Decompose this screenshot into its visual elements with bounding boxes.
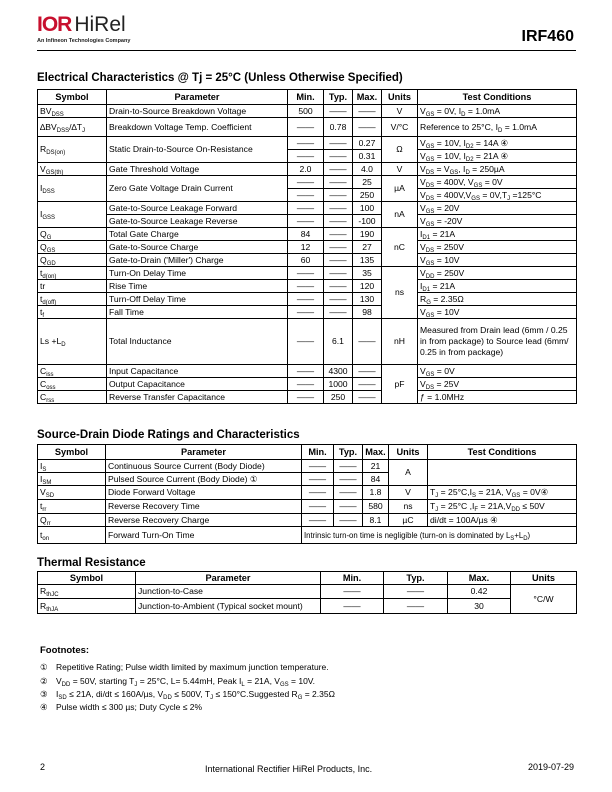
param-cell: Fall Time bbox=[107, 306, 288, 319]
symbol-cell: $V_{SD}$ bbox=[38, 486, 106, 500]
footnote-3: ③ $I_{SD} \le 21A$, di/dt ≤ 160A/µs, $V_{DD} \le 500V$, $T_J$ ≤ 150°C.Suggested $R_G = 2.35\Omega$ bbox=[40, 689, 335, 701]
max-cell: 4.0 bbox=[353, 163, 382, 176]
max-cell: 21 bbox=[363, 460, 389, 473]
cond-cell: $V_{GS} = -20V$ bbox=[418, 215, 577, 228]
col-typ: Typ. bbox=[324, 90, 353, 105]
symbol-cell: $t_f$ bbox=[38, 306, 107, 319]
table-row bbox=[38, 202, 577, 215]
max-cell: 190 bbox=[353, 228, 382, 241]
cond-cell: $I_{D1} = 21A$ bbox=[418, 228, 577, 241]
cond-cell: $V_{DS} = 400V,V_{GS} = 0V,T_J =125^\circ C$ bbox=[418, 189, 577, 202]
typ-cell: 0.78 bbox=[324, 118, 353, 137]
max-cell: —— bbox=[353, 365, 382, 378]
max-cell: 30 bbox=[448, 599, 511, 614]
table-row bbox=[38, 163, 577, 176]
min-cell: —— bbox=[288, 267, 324, 280]
symbol-cell: $R_{thJA}$ bbox=[38, 599, 136, 614]
min-cell: —— bbox=[321, 585, 384, 599]
symbol-cell: $t_{d(off)}$ bbox=[38, 293, 107, 306]
table-row bbox=[38, 527, 577, 544]
cond-cell: $V_{DS} = 250V$ bbox=[418, 241, 577, 254]
max-cell: 135 bbox=[353, 254, 382, 267]
cond-cell: Reference to 25°C, $I_D = 1.0mA$ bbox=[418, 118, 577, 137]
footnote-1: ① Repetitive Rating; Pulse width limited by maximum junction temperature. bbox=[40, 662, 329, 672]
typ-cell: —— bbox=[324, 150, 353, 163]
footnotes-title: Footnotes: bbox=[40, 645, 90, 656]
table-row bbox=[38, 176, 577, 189]
cond-cell: $V_{DS} = 25V$ bbox=[418, 378, 577, 391]
cond-cell: $V_{GS} = 20V$ bbox=[418, 202, 577, 215]
unit-cell: ns bbox=[389, 500, 428, 514]
typ-cell: —— bbox=[334, 514, 363, 527]
cond-cell: Measured from Drain lead (6mm / 0.25 in from package) to Source lead (6mm/ 0.25 in from package) bbox=[418, 319, 577, 365]
page-number: 2 bbox=[40, 762, 46, 772]
param-cell: Static Drain-to-Source On-Resistance bbox=[107, 137, 288, 163]
table-header-row bbox=[38, 90, 577, 105]
footnote-2: ② $V_{DD} = 50V$, starting $T_J = 25^\circ C$, L= 5.44mH, Peak $I_L = 21A$, $V_{GS} = 10V$. bbox=[40, 676, 316, 688]
symbol-cell: $Q_{GD}$ bbox=[38, 254, 107, 267]
min-cell: 12 bbox=[288, 241, 324, 254]
unit-cell: °C/W bbox=[511, 585, 577, 614]
param-cell: Junction-to-Ambient (Typical socket mount) bbox=[136, 599, 321, 614]
max-cell: 0.27 bbox=[353, 137, 382, 150]
unit-cell: pF bbox=[382, 365, 418, 404]
unit-cell: nC bbox=[382, 228, 418, 267]
col-parameter: Parameter bbox=[136, 572, 321, 585]
symbol-cell: $Q_G$ bbox=[38, 228, 107, 241]
param-cell: Reverse Transfer Capacitance bbox=[107, 391, 288, 404]
col-max: Max. bbox=[353, 90, 382, 105]
table-row bbox=[38, 378, 577, 391]
unit-cell: Ω bbox=[382, 137, 418, 163]
table-header-row bbox=[38, 445, 577, 460]
param-cell: Pulsed Source Current (Body Diode) ① bbox=[106, 473, 302, 486]
typ-cell: —— bbox=[384, 599, 448, 614]
symbol-cell: $Ls +L_D$ bbox=[38, 319, 107, 365]
typ-cell: —— bbox=[324, 163, 353, 176]
company-logo bbox=[37, 14, 126, 36]
table-row bbox=[38, 365, 577, 378]
min-cell: —— bbox=[321, 599, 384, 614]
min-cell: 500 bbox=[288, 105, 324, 118]
footer-date: 2019-07-29 bbox=[527, 762, 574, 772]
typ-cell: —— bbox=[324, 176, 353, 189]
typ-cell: 4300 bbox=[324, 365, 353, 378]
typ-cell: —— bbox=[324, 189, 353, 202]
typ-cell: —— bbox=[384, 585, 448, 599]
symbol-cell: $I_{DSS}$ bbox=[38, 176, 107, 202]
max-cell: 25 bbox=[353, 176, 382, 189]
min-cell: —— bbox=[288, 202, 324, 215]
typ-cell: —— bbox=[334, 500, 363, 514]
param-cell: Total Inductance bbox=[107, 319, 288, 365]
symbol-cell: $I_{GSS}$ bbox=[38, 202, 107, 228]
min-cell: —— bbox=[302, 514, 334, 527]
typ-cell: —— bbox=[324, 202, 353, 215]
cond-cell: $V_{GS} = 0V$ bbox=[418, 365, 577, 378]
table-row bbox=[38, 254, 577, 267]
max-cell: 84 bbox=[363, 473, 389, 486]
max-cell: -100 bbox=[353, 215, 382, 228]
cond-cell: $V_{GS} = 10V$ bbox=[418, 306, 577, 319]
symbol-cell: $C_{rss}$ bbox=[38, 391, 107, 404]
param-cell: Gate-to-Source Leakage Forward bbox=[107, 202, 288, 215]
col-symbol: Symbol bbox=[38, 572, 136, 585]
cond-cell bbox=[428, 460, 577, 486]
min-cell: —— bbox=[288, 189, 324, 202]
col-max: Max. bbox=[363, 445, 389, 460]
col-min: Min. bbox=[288, 90, 324, 105]
typ-cell: —— bbox=[324, 267, 353, 280]
header-divider bbox=[37, 50, 576, 51]
typ-cell: —— bbox=[324, 280, 353, 293]
table-row bbox=[38, 599, 577, 614]
typ-cell: —— bbox=[324, 137, 353, 150]
typ-cell: 6.1 bbox=[324, 319, 353, 365]
col-units: Units bbox=[511, 572, 577, 585]
footer-company: International Rectifier HiRel Products, Inc. bbox=[205, 764, 373, 774]
unit-cell: µA bbox=[382, 176, 418, 202]
diode-table bbox=[37, 444, 577, 544]
max-cell: 250 bbox=[353, 189, 382, 202]
table-row bbox=[38, 391, 577, 404]
param-cell: Continuous Source Current (Body Diode) bbox=[106, 460, 302, 473]
max-cell: 0.42 bbox=[448, 585, 511, 599]
typ-cell: 250 bbox=[324, 391, 353, 404]
max-cell: 35 bbox=[353, 267, 382, 280]
min-cell: —— bbox=[302, 486, 334, 500]
table-header-row bbox=[38, 572, 577, 585]
symbol-cell: $Q_{GS}$ bbox=[38, 241, 107, 254]
electrical-title: Electrical Characteristics @ Tj = 25°C (Unless Otherwise Specified) bbox=[37, 72, 403, 84]
col-parameter: Parameter bbox=[107, 90, 288, 105]
max-cell: —— bbox=[353, 105, 382, 118]
param-cell: Total Gate Charge bbox=[107, 228, 288, 241]
unit-cell: µC bbox=[389, 514, 428, 527]
min-cell: —— bbox=[302, 473, 334, 486]
table-row bbox=[38, 267, 577, 280]
param-cell: Turn-On Delay Time bbox=[107, 267, 288, 280]
param-cell: Junction-to-Case bbox=[136, 585, 321, 599]
param-cell: Gate Threshold Voltage bbox=[107, 163, 288, 176]
table-row bbox=[38, 486, 577, 500]
col-symbol: Symbol bbox=[38, 445, 106, 460]
col-typ: Typ. bbox=[334, 445, 363, 460]
logo-hirel-text: HiRel bbox=[74, 13, 126, 36]
max-cell: 100 bbox=[353, 202, 382, 215]
min-cell: —— bbox=[288, 293, 324, 306]
cond-cell: $V_{DS} = V_{GS}$, $I_D = 250\mu A$ bbox=[418, 163, 577, 176]
cond-cell: $R_G = 2.35\Omega$ bbox=[418, 293, 577, 306]
cond-cell: $T_J = 25^\circ C$ $,I_F = 21A,V_{DD} \le 50V$ bbox=[428, 500, 577, 514]
part-number: IRF460 bbox=[521, 28, 574, 45]
table-row bbox=[38, 280, 577, 293]
max-cell: 120 bbox=[353, 280, 382, 293]
cond-cell: Intrinsic turn-on time is negligible (turn-on is dominated by $L_S+L_D$) bbox=[302, 527, 577, 544]
col-units: Units bbox=[382, 90, 418, 105]
min-cell: 2.0 bbox=[288, 163, 324, 176]
typ-cell: —— bbox=[324, 306, 353, 319]
diode-title: Source-Drain Diode Ratings and Characteristics bbox=[37, 429, 300, 441]
max-cell: 8.1 bbox=[363, 514, 389, 527]
unit-cell: ns bbox=[382, 267, 418, 319]
min-cell: —— bbox=[302, 460, 334, 473]
unit-cell: V bbox=[382, 163, 418, 176]
symbol-cell: $\Delta BV_{DSS}/\Delta T_J$ bbox=[38, 118, 107, 137]
thermal-table bbox=[37, 571, 577, 614]
table-row bbox=[38, 500, 577, 514]
min-cell: —— bbox=[288, 319, 324, 365]
param-cell: Zero Gate Voltage Drain Current bbox=[107, 176, 288, 202]
cond-cell: $V_{GS} = 10V$, $I_{D2} = 14A$ ④ bbox=[418, 137, 577, 150]
max-cell: 1.8 bbox=[363, 486, 389, 500]
col-min: Min. bbox=[302, 445, 334, 460]
cond-cell: $V_{GS} = 10V$ bbox=[418, 254, 577, 267]
typ-cell: —— bbox=[324, 105, 353, 118]
table-row bbox=[38, 306, 577, 319]
table-row bbox=[38, 319, 577, 365]
table-row bbox=[38, 241, 577, 254]
typ-cell: —— bbox=[324, 215, 353, 228]
min-cell: 60 bbox=[288, 254, 324, 267]
min-cell: —— bbox=[288, 118, 324, 137]
param-cell: Output Capacitance bbox=[107, 378, 288, 391]
min-cell: —— bbox=[288, 365, 324, 378]
typ-cell: —— bbox=[334, 486, 363, 500]
min-cell: 84 bbox=[288, 228, 324, 241]
symbol-cell: $BV_{DSS}$ bbox=[38, 105, 107, 118]
typ-cell: —— bbox=[324, 228, 353, 241]
param-cell: Reverse Recovery Time bbox=[106, 500, 302, 514]
table-row bbox=[38, 585, 577, 599]
param-cell: Rise Time bbox=[107, 280, 288, 293]
typ-cell: —— bbox=[324, 241, 353, 254]
col-symbol: Symbol bbox=[38, 90, 107, 105]
electrical-table bbox=[37, 89, 577, 404]
typ-cell: —— bbox=[334, 460, 363, 473]
col-min: Min. bbox=[321, 572, 384, 585]
table-row bbox=[38, 460, 577, 473]
min-cell: —— bbox=[288, 150, 324, 163]
min-cell: —— bbox=[288, 280, 324, 293]
param-cell: Drain-to-Source Breakdown Voltage bbox=[107, 105, 288, 118]
unit-cell: A bbox=[389, 460, 428, 486]
min-cell: —— bbox=[288, 378, 324, 391]
max-cell: —— bbox=[353, 319, 382, 365]
param-cell: Reverse Recovery Charge bbox=[106, 514, 302, 527]
symbol-cell: $C_{iss}$ bbox=[38, 365, 107, 378]
symbol-cell: $t_{on}$ bbox=[38, 527, 106, 544]
max-cell: 27 bbox=[353, 241, 382, 254]
symbol-cell: $Q_{rr}$ bbox=[38, 514, 106, 527]
min-cell: —— bbox=[288, 391, 324, 404]
max-cell: —— bbox=[353, 118, 382, 137]
param-cell: Turn-Off Delay Time bbox=[107, 293, 288, 306]
param-cell: Gate-to-Source Charge bbox=[107, 241, 288, 254]
logo-ir-mark: IOR bbox=[37, 13, 72, 36]
cond-cell: $V_{DS} = 400V$, $V_{GS} = 0V$ bbox=[418, 176, 577, 189]
unit-cell: V bbox=[382, 105, 418, 118]
col-typ: Typ. bbox=[384, 572, 448, 585]
cond-cell: $T_J = 25^\circ C,I_S = 21A$, $V_{GS}$ = 0V④ bbox=[428, 486, 577, 500]
min-cell: —— bbox=[288, 137, 324, 150]
unit-cell: nA bbox=[382, 202, 418, 228]
typ-cell: —— bbox=[324, 254, 353, 267]
symbol-cell: $R_{DS(on)}$ bbox=[38, 137, 107, 163]
param-cell: Gate-to-Source Leakage Reverse bbox=[107, 215, 288, 228]
cond-cell: $V_{GS} = 10V$, $I_{D2} = 21A$ ④ bbox=[418, 150, 577, 163]
symbol-cell: $I_S$ bbox=[38, 460, 106, 473]
unit-cell: nH bbox=[382, 319, 418, 365]
max-cell: 130 bbox=[353, 293, 382, 306]
unit-cell: V bbox=[389, 486, 428, 500]
max-cell: —— bbox=[353, 378, 382, 391]
max-cell: 580 bbox=[363, 500, 389, 514]
footnote-4: ④ Pulse width ≤ 300 µs; Duty Cycle ≤ 2% bbox=[40, 702, 203, 712]
col-max: Max. bbox=[448, 572, 511, 585]
table-row bbox=[38, 228, 577, 241]
thermal-title: Thermal Resistance bbox=[37, 557, 146, 569]
max-cell: 0.31 bbox=[353, 150, 382, 163]
symbol-cell: $I_{SM}$ bbox=[38, 473, 106, 486]
symbol-cell: $R_{thJC}$ bbox=[38, 585, 136, 599]
table-row bbox=[38, 105, 577, 118]
col-parameter: Parameter bbox=[106, 445, 302, 460]
min-cell: —— bbox=[288, 306, 324, 319]
param-cell: Breakdown Voltage Temp. Coefficient bbox=[107, 118, 288, 137]
table-row bbox=[38, 118, 577, 137]
symbol-cell: $t_{rr}$ bbox=[38, 500, 106, 514]
max-cell: —— bbox=[353, 391, 382, 404]
symbol-cell: $t_{d(on)}$ bbox=[38, 267, 107, 280]
cond-cell: ƒ = 1.0MHz bbox=[418, 391, 577, 404]
col-test-conditions: Test Conditions bbox=[418, 90, 577, 105]
col-test-conditions: Test Conditions bbox=[428, 445, 577, 460]
table-row bbox=[38, 514, 577, 527]
table-row bbox=[38, 137, 577, 150]
logo-subtitle: An Infineon Technologies Company bbox=[37, 38, 131, 44]
symbol-cell: tr bbox=[38, 280, 107, 293]
symbol-cell: $C_{oss}$ bbox=[38, 378, 107, 391]
unit-cell: V/°C bbox=[382, 118, 418, 137]
typ-cell: —— bbox=[334, 473, 363, 486]
cond-cell: $I_{D1} = 21A$ bbox=[418, 280, 577, 293]
min-cell: —— bbox=[288, 215, 324, 228]
param-cell: Gate-to-Drain ('Miller') Charge bbox=[107, 254, 288, 267]
table-row bbox=[38, 215, 577, 228]
typ-cell: —— bbox=[324, 293, 353, 306]
cond-cell: $V_{DD} = 250V$ bbox=[418, 267, 577, 280]
param-cell: Input Capacitance bbox=[107, 365, 288, 378]
max-cell: 98 bbox=[353, 306, 382, 319]
param-cell: Diode Forward Voltage bbox=[106, 486, 302, 500]
cond-cell: di/dt = 100A/µs ④ bbox=[428, 514, 577, 527]
min-cell: —— bbox=[302, 500, 334, 514]
symbol-cell: $V_{GS(th)}$ bbox=[38, 163, 107, 176]
cond-cell: $V_{GS} = 0V$, $I_D = 1.0mA$ bbox=[418, 105, 577, 118]
min-cell: —— bbox=[288, 176, 324, 189]
col-units: Units bbox=[389, 445, 428, 460]
table-row bbox=[38, 293, 577, 306]
typ-cell: 1000 bbox=[324, 378, 353, 391]
param-cell: Forward Turn-On Time bbox=[106, 527, 302, 544]
